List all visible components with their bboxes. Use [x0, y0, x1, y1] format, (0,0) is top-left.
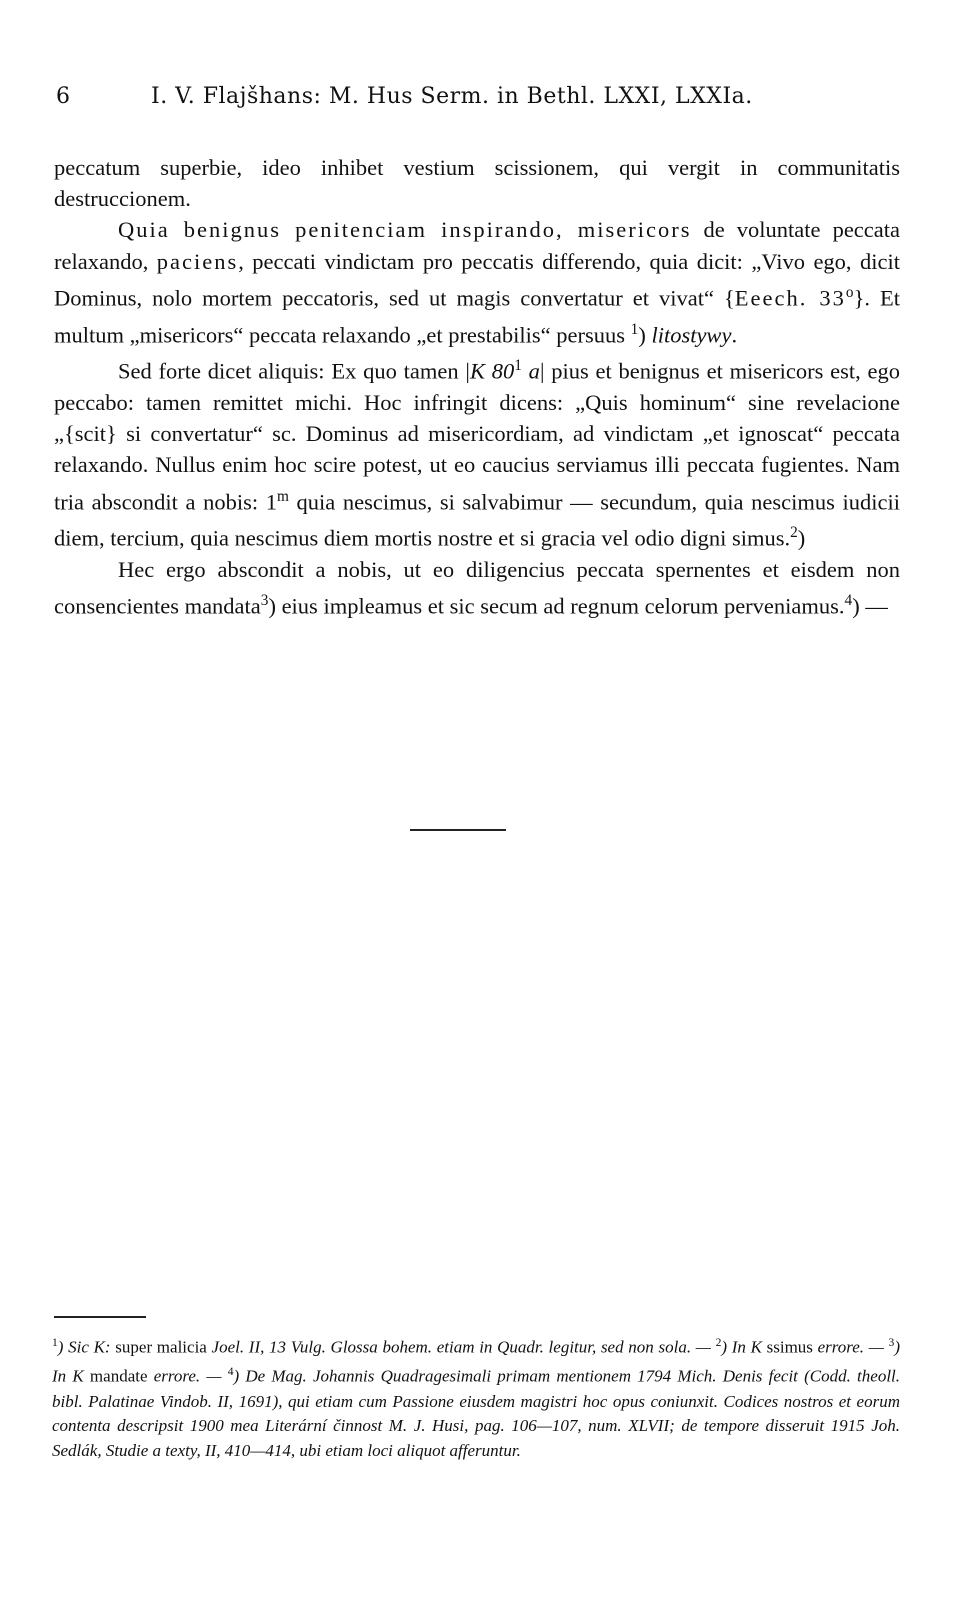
footnote-marker-1: 1 [630, 320, 639, 338]
paragraph-4: Hec ergo abscondit a nobis, ut eo diligencius peccata spernentes et eisdem non consencientes mandata$^3$) eius impleamus et sic secum ad regnum celorum perveniamus.$^4$) — [54, 556, 900, 619]
footnote-marker-3: 3 [260, 592, 269, 610]
section-end-rule [410, 829, 506, 831]
footnote-marker-2: 2 [790, 524, 798, 542]
footnote-marker-4: 4 [844, 592, 853, 610]
footnote-text: $^1$) Sic K: super malicia Joel. II, 13 Vulg. Glossa bohem. etiam in Quadr. legitur, sed non sola. — $^2$) In K ssimus errore. — $^3$) In K mandate errore. — $^4$) De Mag. Johannis Quadragesimali primam mentionem 1794 Mich. Denis fecit (Codd. theoll. bibl. Palatinae Vindob. II, 1691), qui etiam cum Passione eiusdem magistri hoc opus coniunxit. Codices nostros et eorum contenta descripsit 1900 mea Literární činnost M. J. Husi, pag. 106—107, num. XLVII; de tempore disseruit 1915 Joh. Sedlák, Studie a texty, II, 410—414, ubi etiam loci aliquot afferuntur. [52, 1336, 901, 1460]
main-text [54, 152, 900, 622]
footnotes [52, 1331, 900, 1463]
manuscript-folio: K 80 [469, 358, 515, 384]
paragraph-3: Sed forte dicet aliquis: Ex quo tamen |K $80^1$ a| pius et benignus et misericors est, ego peccabo: tamen remittet michi. Hoc infringit dicens: „Quis hominum“ sine revelacione „{scit} si convertatur“ sc. Dominus ad misericordiam, ad vindictam „et ignoscat“ peccata relaxando. Nullus enim hoc scire potest, ut eo caucius serviamus illi peccata fugientes. Nam tria abscondit a nobis: 1$^m$ quia nescimus, si salvabimur — secundum, quia nescimus iudicii diem, tercium, quia nescimus diem mortis nostre et si gracia vel odio digni simus.$^2$) [54, 357, 901, 551]
running-title: I. V. Flajšhans: M. Hus Serm. in Bethl. LXXI, LXXIa. [151, 84, 753, 109]
page-header [56, 84, 916, 118]
czech-gloss: litostywy [651, 322, 732, 348]
page-number: 6 [56, 84, 70, 109]
paragraph-1: peccatum superbie, ideo inhibet vestium scissionem, qui vergit in communitatis destruccionem. [54, 155, 900, 212]
paragraph-2: Quia benignus penitenciam inspirando, misericors de voluntate peccata relaxando, paciens, peccati vindictam pro peccatis differendo, quia dicit: „Vivo ego, dicit Dominus, nolo mortem peccatoris, sed ut magis convertatur et vivat“ {Eeech. 33$^o$}. Et multum „misericors“ peccata relaxando „et prestabilis“ persuus $^1$) litostywy. [54, 217, 901, 348]
footnote-separator [54, 1316, 146, 1318]
scripture-reference: Eeech. 33 [734, 285, 846, 311]
